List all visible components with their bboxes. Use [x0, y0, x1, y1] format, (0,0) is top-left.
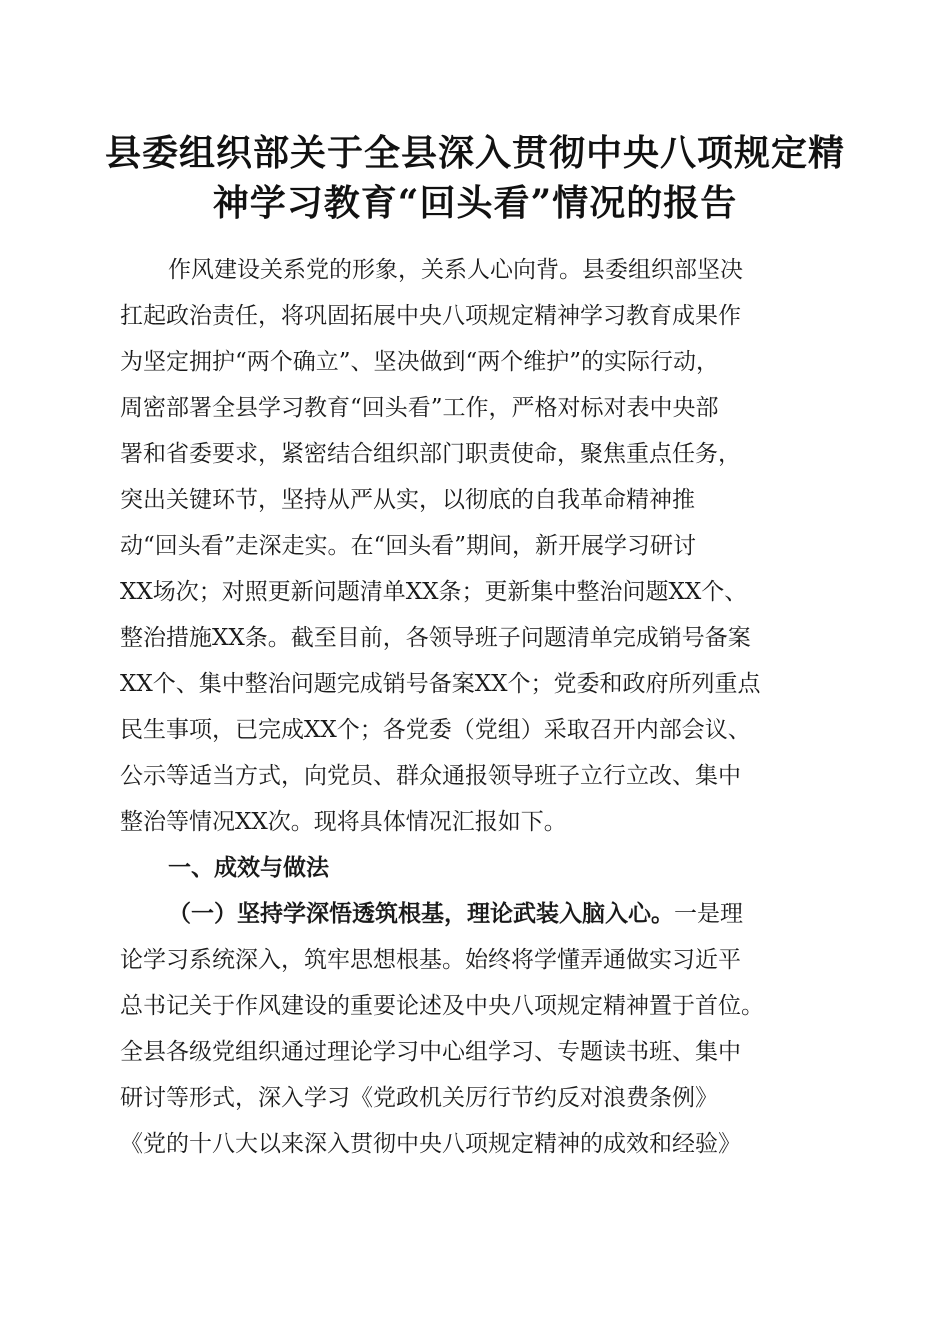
document-title: [100, 128, 850, 228]
intro-line: 署和省委要求，紧密结合组织部门职责使命，聚焦重点任务，: [120, 441, 741, 467]
intro-line: 作风建设关系党的形象，关系人心向背。县委组织部坚决: [168, 257, 743, 283]
intro-line: 为坚定拥护“两个确立”、坚决做到“两个维护”的实际行动，: [120, 349, 720, 375]
paragraph-line: 全县各级党组织通过理论学习中心组学习、专题读书班、集中: [120, 1039, 741, 1065]
sub-heading: （一）坚持学深悟透筑根基，理论武装入脑入心。: [168, 900, 674, 927]
paragraph-line: 《党的十八大以来深入贯彻中央八项规定精神的成效和经验》: [120, 1131, 741, 1157]
intro-line: 整治等情况XX次。现将具体情况汇报如下。: [120, 809, 567, 835]
intro-line: 周密部署全县学习教育“回头看”工作，严格对标对表中央部: [120, 395, 719, 421]
intro-line: 动“回头看”走深走实。在“回头看”期间，新开展学习研讨: [120, 533, 697, 559]
intro-line: 突出关键环节，坚持从严从实，以彻底的自我革命精神推: [120, 487, 695, 513]
intro-line: XX个、集中整治问题完成销号备案XX个；党委和政府所列重点: [120, 671, 761, 697]
document-body: [120, 247, 832, 1167]
intro-line: XX场次；对照更新问题清单XX条；更新集中整治问题XX个、: [120, 579, 748, 605]
paragraph-first-rest: 一是理: [674, 901, 743, 927]
paragraph-first-line: [120, 891, 832, 937]
paragraph-line: 总书记关于作风建设的重要论述及中央八项规定精神置于首位。: [120, 993, 764, 1019]
intro-line: 整治措施XX条。截至目前，各领导班子问题清单完成销号备案: [120, 625, 751, 651]
intro-line: 民生事项，已完成XX个；各党委（党组）采取召开内部会议、: [120, 717, 751, 743]
paragraph-line: 论学习系统深入，筑牢思想根基。始终将学懂弄通做实习近平: [120, 947, 741, 973]
title-line-2: 神学习教育“回头看”情况的报告: [212, 182, 738, 224]
section-heading: 一、成效与做法: [168, 855, 329, 881]
title-line-1: 县委组织部关于全县深入贯彻中央八项规定精: [104, 132, 845, 174]
intro-line: 公示等适当方式，向党员、群众通报领导班子立行立改、集中: [120, 763, 741, 789]
intro-line: 扛起政治责任，将巩固拓展中央八项规定精神学习教育成果作: [120, 303, 741, 329]
paragraph-line: 研讨等形式，深入学习《党政机关厉行节约反对浪费条例》: [120, 1085, 718, 1111]
